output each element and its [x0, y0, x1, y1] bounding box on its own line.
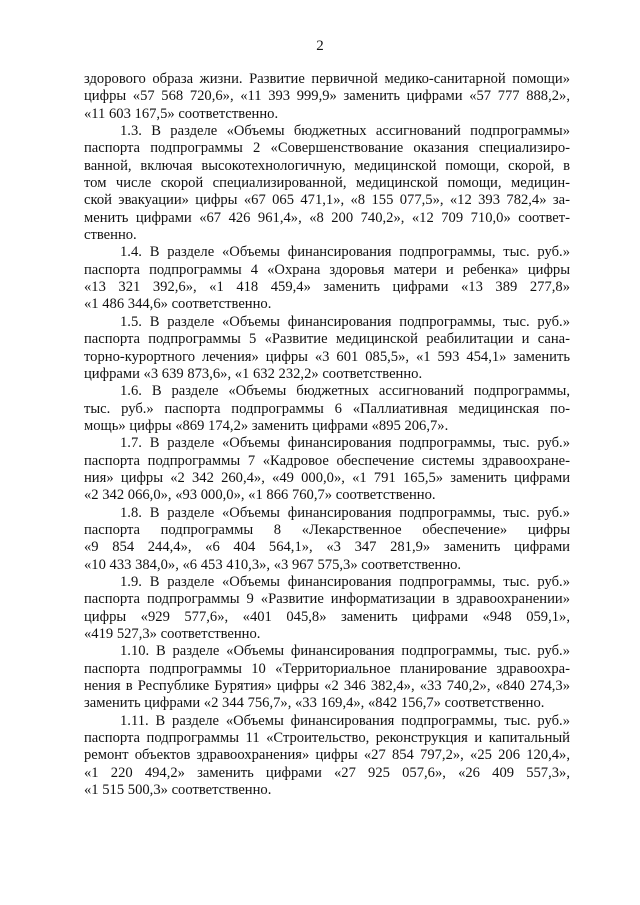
text-line: том числе скорой специализированной, медицинской помощи, медицин-: [84, 175, 570, 192]
document-body: [84, 71, 570, 799]
text-line: «9 854 244,4», «6 404 564,1», «3 347 281,9» заменить цифрами: [84, 539, 570, 556]
text-line: паспорта подпрограммы 5 «Развитие медицинской реабилитации и сана-: [84, 331, 570, 348]
text-line: здорового образа жизни. Развитие первичной медико-санитарной помощи»: [84, 71, 570, 87]
text-line: паспорта подпрограммы 7 «Кадровое обеспечение системы здравоохране-: [84, 452, 570, 469]
text-line: менить цифрами «67 426 961,4», «8 200 740,2», «12 709 710,0» соответ-: [84, 209, 570, 226]
text-line: 1.10. В разделе «Объемы финансирования подпрограммы, тыс. руб.»: [120, 643, 570, 660]
text-line: паспорта подпрограммы 8 «Лекарственное обеспечение» цифры: [84, 521, 570, 538]
text-line: тыс. руб.» паспорта подпрограммы 6 «Паллиативная медицинская по-: [84, 400, 570, 417]
text-line: 1.3. В разделе «Объемы бюджетных ассигнований подпрограммы»: [120, 123, 570, 140]
text-line: «1 220 494,2» заменить цифрами «27 925 057,6», «26 409 557,3»,: [84, 764, 570, 781]
text-line: 1.7. В разделе «Объемы финансирования подпрограммы, тыс. руб.»: [120, 435, 570, 452]
text-line: ственно.: [84, 227, 137, 244]
text-line: паспорта подпрограммы 11 «Строительство, реконструкция и капитальный: [84, 730, 570, 747]
text-line: 1.8. В разделе «Объемы финансирования подпрограммы, тыс. руб.»: [120, 504, 570, 521]
text-line: «1 515 500,3» соответственно.: [84, 782, 272, 799]
text-line: 1.9. В разделе «Объемы финансирования подпрограммы, тыс. руб.»: [120, 573, 570, 590]
text-line: цифры «57 568 720,6», «11 393 999,9» заменить цифрами «57 777 888,2»,: [84, 88, 570, 105]
text-line: «419 527,3» соответственно.: [84, 626, 261, 642]
text-line: 1.5. В разделе «Объемы финансирования подпрограммы, тыс. руб.»: [120, 313, 570, 330]
text-line: нения в Республике Бурятия» цифры «2 346 382,4», «33 740,2», «840 274,3»: [84, 678, 570, 695]
text-line: «10 433 384,0», «6 453 410,3», «3 967 575,3» соответственно.: [84, 556, 462, 573]
text-line: заменить цифрами «2 344 756,7», «33 169,4», «842 156,7» соответственно.: [84, 695, 545, 712]
text-line: паспорта подпрограммы 2 «Совершенствование оказания специализиро-: [84, 140, 570, 157]
text-line: «1 486 344,6» соответственно.: [84, 296, 272, 313]
text-line: паспорта подпрограммы 10 «Территориальное планирование здравоохра-: [84, 660, 570, 677]
page-number: 2: [316, 38, 324, 54]
text-line: паспорта подпрограммы 4 «Охрана здоровья матери и ребенка» цифры: [84, 261, 570, 278]
text-line: ванной, включая высокотехнологичную, медицинской помощи, скорой, в: [84, 157, 570, 174]
text-line: ремонт объектов здравоохранения» цифры «27 854 797,2», «25 206 120,4»,: [84, 747, 570, 764]
text-line: «2 342 066,0», «93 000,0», «1 866 760,7» соответственно.: [84, 487, 436, 504]
text-line: цифрами «3 639 873,6», «1 632 232,2» соответственно.: [84, 365, 423, 382]
text-line: 1.11. В разделе «Объемы финансирования подпрограммы, тыс. руб.»: [120, 712, 570, 729]
text-line: 1.4. В разделе «Объемы финансирования подпрограммы, тыс. руб.»: [120, 244, 570, 261]
text-line: мощь» цифры «869 174,2» заменить цифрами «895 206,7».: [84, 417, 449, 434]
text-line: паспорта подпрограммы 9 «Развитие информатизации в здравоохранении»: [84, 591, 570, 608]
text-line: цифры «929 577,6», «401 045,8» заменить цифрами «948 059,1»,: [84, 608, 570, 625]
text-line: 1.6. В разделе «Объемы бюджетных ассигнований подпрограммы,: [120, 383, 570, 400]
text-line: «11 603 167,5» соответственно.: [84, 105, 279, 122]
text-line: «13 321 392,6», «1 418 459,4» заменить цифрами «13 389 277,8»: [84, 279, 570, 296]
text-line: ния» цифры «2 342 260,4», «49 000,0», «1 791 165,5» заменить цифрами: [84, 469, 570, 486]
text-line: ской эвакуации» цифры «67 065 471,1», «8 155 077,5», «12 393 782,4» за-: [84, 192, 570, 209]
text-line: торно-курортного лечения» цифры «3 601 085,5», «1 593 454,1» заменить: [84, 348, 570, 365]
